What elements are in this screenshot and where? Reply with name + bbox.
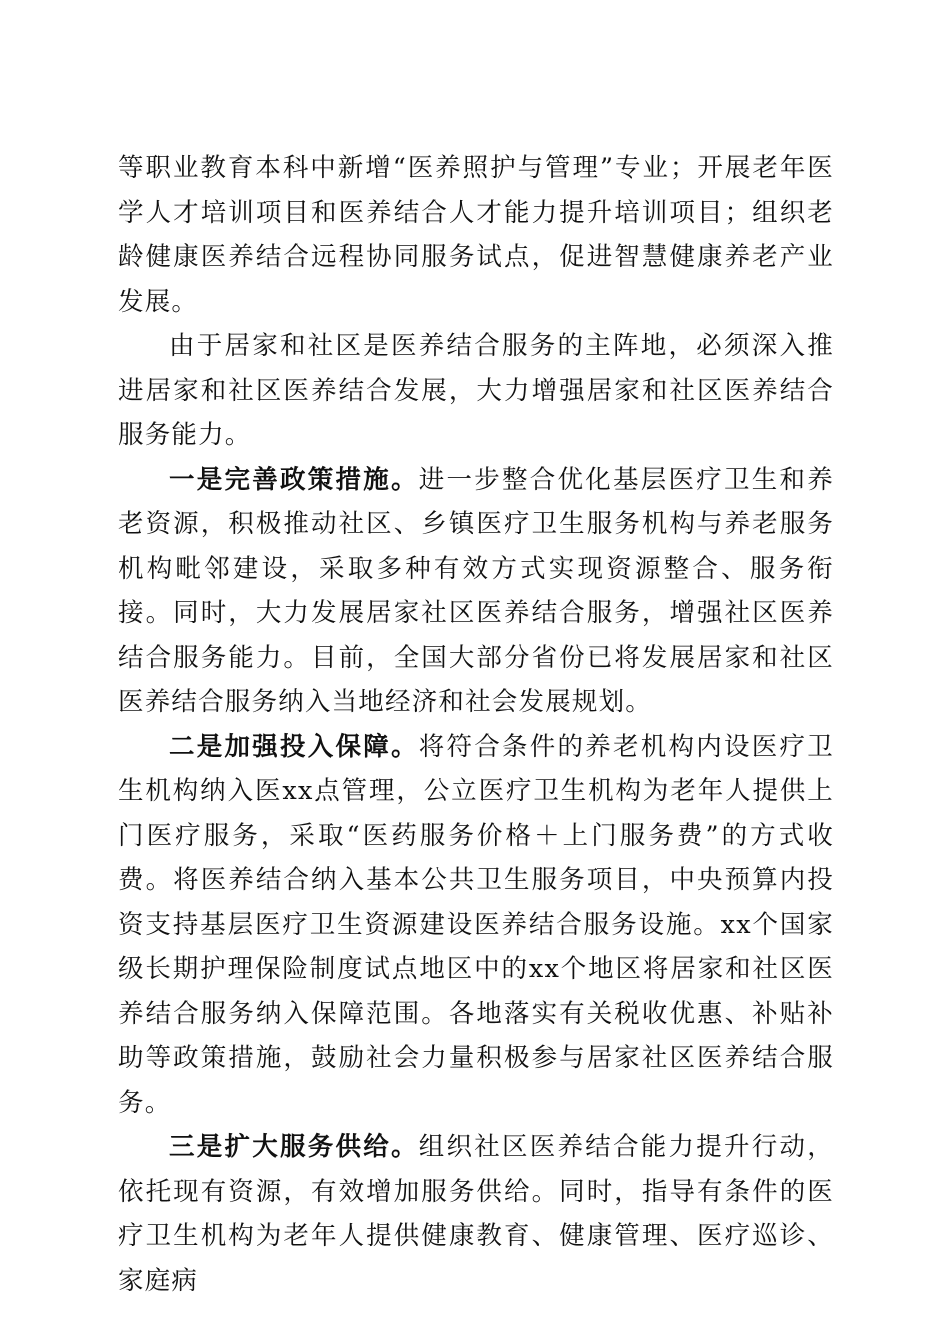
paragraph-intro (118, 324, 834, 458)
paragraph-text: 进一步整合优化基层医疗卫生和养老资源，积极推动社区、乡镇医疗卫生服务机构与养老服务机构毗邻建设，采取多种有效方式实现资源整合、服务衔接。同时，大力发展居家社区医养结合服务，增强社区医养结合服务能力。目前，全国大部分省份已将发展居家和社区医养结合服务纳入当地经济和社会发展规划。 (118, 464, 834, 717)
paragraph-continuation (118, 146, 834, 324)
paragraph-lead: 二是加强投入保障。 (169, 731, 419, 762)
paragraph-point-two (118, 725, 834, 1126)
paragraph-lead: 一是完善政策措施。 (169, 464, 419, 495)
paragraph-text: 组织社区医养结合能力提升行动，依托现有资源，有效增加服务供给。同时，指导有条件的医疗卫生机构为老年人提供健康教育、健康管理、医疗巡诊、家庭病 (118, 1132, 834, 1296)
paragraph-text: 由于居家和社区是医养结合服务的主阵地，必须深入推进居家和社区医养结合发展，大力增强居家和社区医养结合服务能力。 (118, 331, 834, 450)
document-body (118, 146, 834, 1303)
paragraph-point-three (118, 1125, 834, 1303)
paragraph-text: 将符合条件的养老机构内设医疗卫生机构纳入医xx点管理，公立医疗卫生机构为老年人提供上门医疗服务，采取“医药服务价格＋上门服务费”的方式收费。将医养结合纳入基本公共卫生服务项目，中央预算内投资支持基层医疗卫生资源建设医养结合服务设施。xx个国家级长期护理保险制度试点地区中的xx个地区将居家和社区医养结合服务纳入保障范围。各地落实有关税收优惠、补贴补助等政策措施，鼓励社会力量积极参与居家社区医养结合服务。 (118, 731, 834, 1118)
paragraph-text: 等职业教育本科中新增“医养照护与管理”专业；开展老年医学人才培训项目和医养结合人才能力提升培训项目；组织老龄健康医养结合远程协同服务试点，促进智慧健康养老产业发展。 (118, 153, 834, 317)
paragraph-point-one (118, 458, 834, 725)
paragraph-lead: 三是扩大服务供给。 (169, 1132, 419, 1162)
